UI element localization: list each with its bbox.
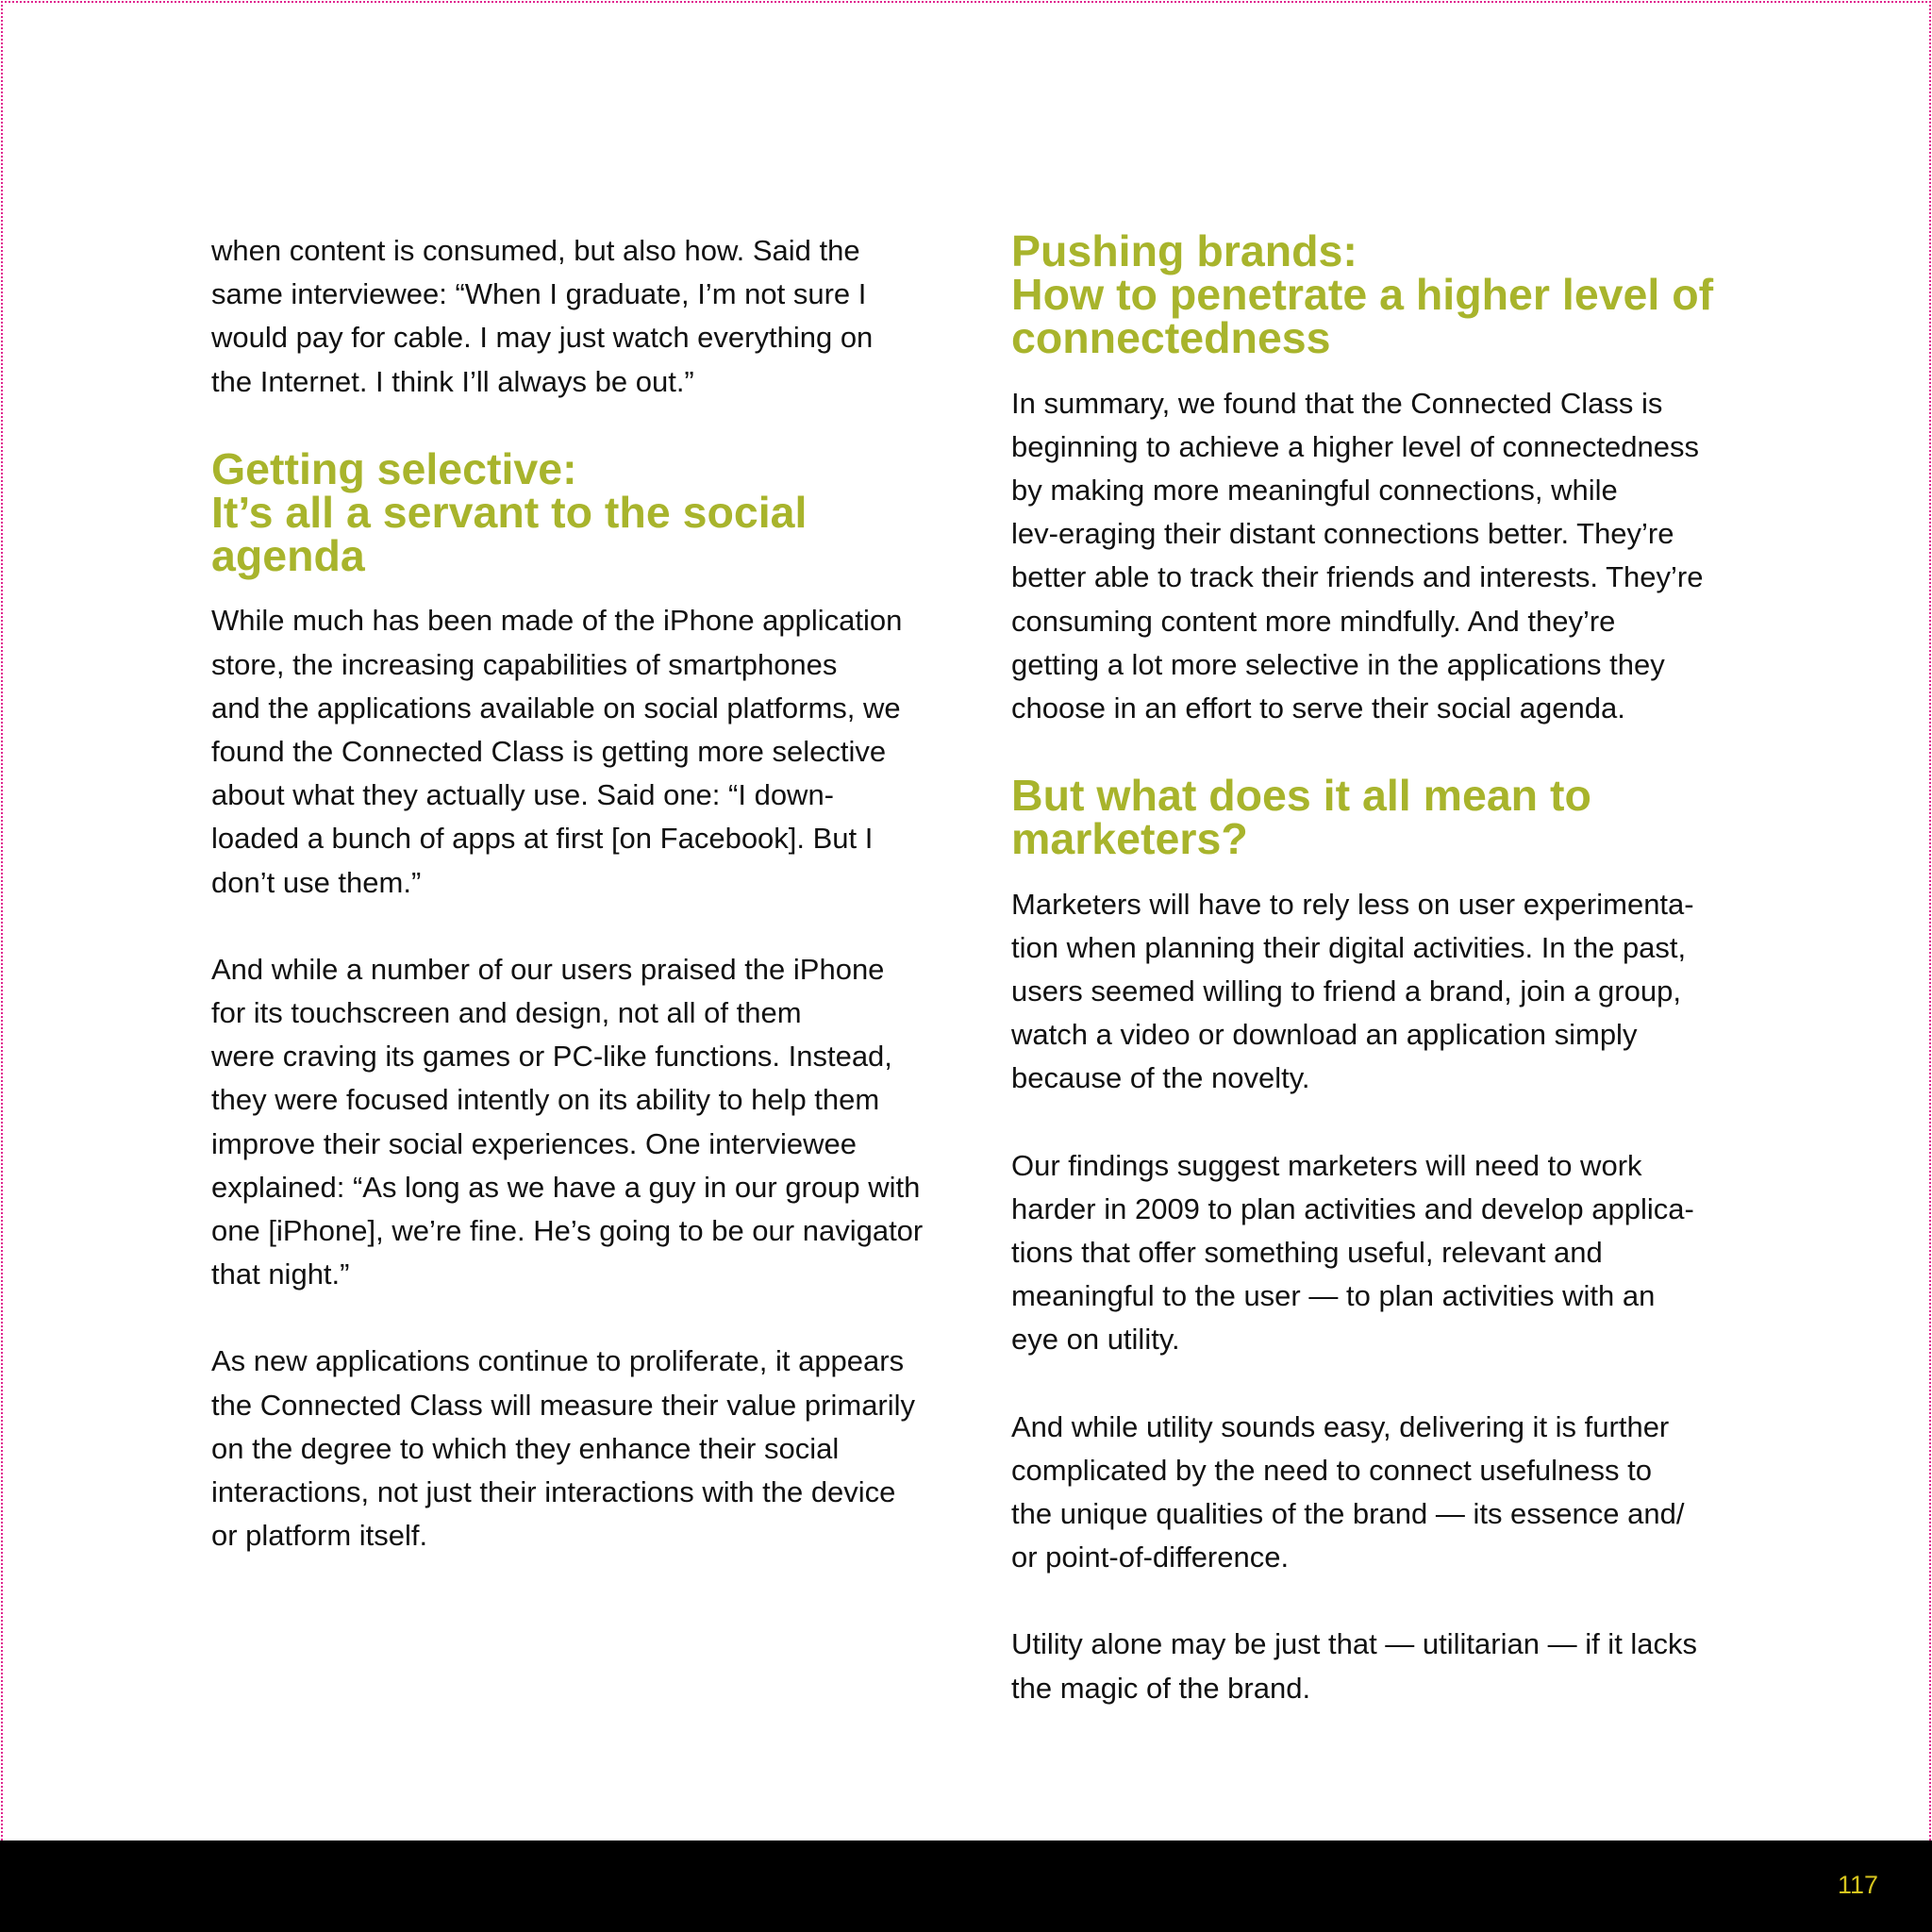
- page-number: 117: [1837, 1871, 1878, 1899]
- text-line: eye on utility.: [1011, 1323, 1180, 1357]
- text-line: choose in an effort to serve their social agenda.: [1011, 691, 1625, 725]
- text-line: about what they actually use. Said one: “I down-: [211, 778, 835, 812]
- text-line: loaded a bunch of apps at first [on Facebook]. But I: [211, 822, 874, 856]
- text-line: getting a lot more selective in the applications they: [1011, 647, 1665, 681]
- section-heading-marketers: [1011, 771, 1766, 864]
- intro-paragraph: [211, 229, 966, 404]
- text-line: the magic of the brand.: [1011, 1671, 1311, 1705]
- text-line: improve their social experiences. One interviewee: [211, 1126, 858, 1160]
- paragraph-findings: [1011, 1144, 1766, 1362]
- text-line: Marketers will have to rely less on user experimenta-: [1011, 887, 1694, 921]
- left-column: [211, 229, 966, 1557]
- text-line: watch a video or download an application simply: [1011, 1018, 1638, 1052]
- text-line: when content is consumed, but also how. Said the: [211, 234, 860, 267]
- paragraph-experimentation: [1011, 883, 1766, 1101]
- right-column: [1011, 226, 1766, 1710]
- text-line: While much has been made of the iPhone application: [211, 604, 903, 638]
- heading-line: It’s all a servant to the social agenda: [211, 488, 808, 581]
- text-line: lev-eraging their distant connections better. They’re: [1011, 517, 1674, 551]
- text-line: because of the novelty.: [1011, 1061, 1310, 1095]
- heading-line: Pushing brands:: [1011, 226, 1357, 275]
- text-line: the Internet. I think I’ll always be out.”: [211, 364, 694, 398]
- text-line: would pay for cable. I may just watch everything on: [211, 321, 874, 355]
- text-line: or point-of-difference.: [1011, 1541, 1290, 1574]
- text-line: consuming content more mindfully. And they’re: [1011, 604, 1616, 638]
- section-heading-getting-selective: [211, 443, 966, 581]
- text-line: tion when planning their digital activities. In the past,: [1011, 930, 1687, 964]
- text-line: or platform itself.: [211, 1519, 428, 1553]
- footer-bar: [0, 1840, 1932, 1932]
- text-line: one [iPhone], we’re fine. He’s going to be our navigator: [211, 1214, 924, 1248]
- heading-line: Getting selective:: [211, 443, 577, 493]
- text-line: interactions, not just their interactions with the device: [211, 1475, 896, 1509]
- text-line: And while utility sounds easy, delivering it is further: [1011, 1409, 1670, 1443]
- text-line: explained: “As long as we have a guy in our group with: [211, 1170, 921, 1204]
- text-line: the Connected Class will measure their value primarily: [211, 1388, 916, 1422]
- text-line: on the degree to which they enhance their social: [211, 1431, 840, 1465]
- text-line: that night.”: [211, 1257, 350, 1291]
- text-line: found the Connected Class is getting more selective: [211, 735, 887, 769]
- text-line: harder in 2009 to plan activities and develop applica-: [1011, 1191, 1694, 1225]
- text-line: In summary, we found that the Connected Class is: [1011, 386, 1663, 420]
- heading-line: But what does it all mean to marketers?: [1011, 771, 1591, 864]
- text-line: and the applications available on social platforms, we: [211, 691, 901, 724]
- text-line: the unique qualities of the brand — its essence and/: [1011, 1497, 1685, 1531]
- text-line: Utility alone may be just that — utilitarian — if it lacks: [1011, 1627, 1698, 1661]
- text-line: don’t use them.”: [211, 865, 422, 899]
- text-line: same interviewee: “When I graduate, I’m not sure I: [211, 277, 867, 311]
- text-line: beginning to achieve a higher level of connectedness: [1011, 429, 1700, 463]
- text-line: meaningful to the user — to plan activities with an: [1011, 1279, 1656, 1313]
- paragraph-utility-alone: [1011, 1623, 1766, 1709]
- text-line: tions that offer something useful, relevant and: [1011, 1236, 1603, 1270]
- paragraph-utility: [1011, 1406, 1766, 1580]
- text-line: were craving its games or PC-like functions. Instead,: [211, 1040, 892, 1074]
- text-line: complicated by the need to connect usefulness to: [1011, 1453, 1652, 1487]
- paragraph-summary: [1011, 382, 1766, 731]
- text-line: for its touchscreen and design, not all of them: [211, 996, 802, 1030]
- paragraph-iphone-praise: [211, 948, 966, 1297]
- text-line: users seemed willing to friend a brand, join a group,: [1011, 974, 1681, 1008]
- text-line: As new applications continue to proliferate, it appears: [211, 1344, 905, 1378]
- text-line: store, the increasing capabilities of smartphones: [211, 647, 838, 681]
- text-line: Our findings suggest marketers will need to work: [1011, 1148, 1642, 1182]
- text-line: better able to track their friends and interests. They’re: [1011, 560, 1704, 594]
- text-line: And while a number of our users praised the iPhone: [211, 952, 885, 986]
- heading-line: How to penetrate a higher level of connectedness: [1011, 270, 1714, 363]
- paragraph-iphone-app-store: [211, 599, 966, 904]
- text-line: they were focused intently on its ability to help them: [211, 1083, 880, 1117]
- text-line: by making more meaningful connections, while: [1011, 474, 1618, 508]
- paragraph-new-applications: [211, 1340, 966, 1557]
- section-heading-pushing-brands: [1011, 226, 1766, 363]
